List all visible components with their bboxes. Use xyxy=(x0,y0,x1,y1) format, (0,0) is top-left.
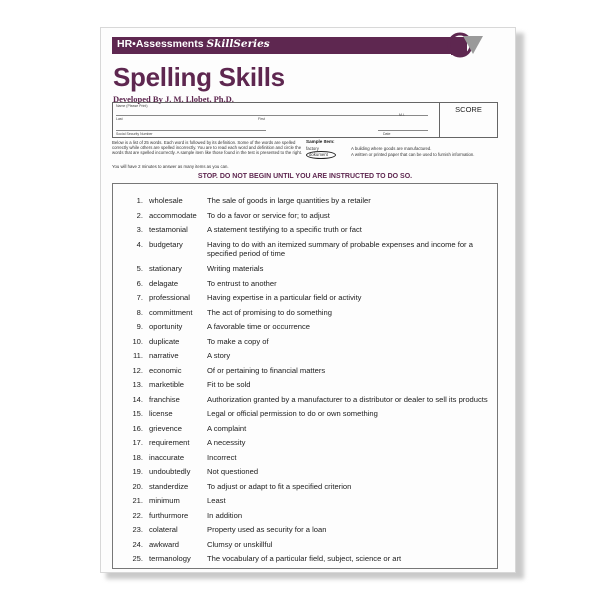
item-definition: To make a copy of xyxy=(207,336,269,346)
instructions-text: Below is a list of 25 words. Each word is followed by its definition. Some of the words are spelled correctly while others are spelled incorrectly. You are to read each word and definition and circle the words that are spelled incorrectly. A sample item like those found in the test is presented to the right. xyxy=(112,140,303,156)
item-word[interactable]: narrative xyxy=(149,351,179,360)
item-number: 25. xyxy=(132,554,143,563)
item-number: 2. xyxy=(136,210,143,220)
logo-icon xyxy=(443,32,489,58)
candidate-info-form xyxy=(112,102,498,138)
list-item xyxy=(113,351,499,365)
item-word[interactable]: committment xyxy=(149,307,193,317)
item-definition: Clumsy or unskillful xyxy=(207,539,273,549)
list-item xyxy=(113,337,499,351)
item-number: 24. xyxy=(132,539,143,549)
item-definition: Incorrect xyxy=(207,452,237,462)
item-definition: Having expertise in a particular field or activity xyxy=(207,293,362,302)
item-definition: Property used as security for a loan xyxy=(207,525,327,534)
item-word[interactable]: budgetary xyxy=(149,239,183,249)
item-number: 9. xyxy=(136,322,143,331)
name-label: Name (Please Print) xyxy=(116,104,148,108)
item-word[interactable]: standerdize xyxy=(149,481,189,491)
list-item xyxy=(113,395,499,409)
brand-name: HR•Assessments xyxy=(117,38,204,50)
stop-notice: STOP. DO NOT BEGIN UNTIL YOU ARE INSTRUCTED TO DO SO. xyxy=(197,173,413,180)
item-word[interactable]: oportunity xyxy=(149,322,183,331)
score-label: SCORE xyxy=(455,105,482,114)
item-word[interactable]: undoubtedly xyxy=(149,467,191,476)
list-item xyxy=(113,225,499,239)
item-word[interactable]: wholesale xyxy=(149,196,183,205)
item-number: 6. xyxy=(136,278,143,288)
list-item xyxy=(113,525,499,539)
item-definition: Having to do with an itemized summary of probable expenses and income for a specified period of time xyxy=(207,239,473,258)
item-word[interactable]: colateral xyxy=(149,525,178,534)
item-definition: A favorable time or occurrence xyxy=(207,322,310,331)
list-item xyxy=(113,380,499,394)
item-number: 16. xyxy=(132,423,143,433)
item-definition: A story xyxy=(207,351,231,360)
author-credit: Developed By J. M. Llobet, Ph.D. xyxy=(113,94,234,104)
item-definition: The sale of goods in large quantities by a retailer xyxy=(207,196,371,205)
item-word[interactable]: professional xyxy=(149,293,190,302)
item-word[interactable]: marketible xyxy=(149,380,185,389)
list-item xyxy=(113,308,499,322)
item-definition: Least xyxy=(207,496,226,505)
item-word[interactable]: awkward xyxy=(149,539,179,549)
list-item xyxy=(113,322,499,336)
item-number: 21. xyxy=(132,496,143,505)
item-definition: Legal or official permission to do or own something xyxy=(207,409,378,418)
item-definition: A complaint xyxy=(207,423,247,433)
list-item xyxy=(113,540,499,554)
list-item xyxy=(113,211,499,225)
list-item xyxy=(113,438,499,452)
ssn-line[interactable] xyxy=(116,130,266,131)
ssn-label: Social Security Number xyxy=(116,132,153,136)
item-word[interactable]: delagate xyxy=(149,278,179,288)
date-line[interactable] xyxy=(378,130,428,131)
item-definition: The act of promising to do something xyxy=(207,307,332,317)
item-definition: Of or pertaining to financial matters xyxy=(207,365,326,375)
list-item xyxy=(113,409,499,423)
item-word[interactable]: franchise xyxy=(149,394,180,404)
item-word[interactable]: license xyxy=(149,409,173,418)
item-word[interactable]: requirement xyxy=(149,438,190,447)
item-number: 5. xyxy=(136,264,143,273)
item-number: 14. xyxy=(132,394,143,404)
list-item xyxy=(113,240,499,264)
sample-heading: Sample Item: xyxy=(306,139,335,144)
date-label: Date xyxy=(383,132,391,136)
list-item xyxy=(113,196,499,210)
item-number: 3. xyxy=(136,225,143,234)
item-number: 10. xyxy=(132,336,143,346)
word-list-box xyxy=(112,183,498,569)
item-number: 23. xyxy=(132,525,143,534)
score-box[interactable] xyxy=(439,103,497,137)
sample-word-2: dokument xyxy=(309,152,328,157)
item-definition: To entrust to another xyxy=(207,278,277,288)
sample-word-1: factory xyxy=(306,146,319,151)
item-number: 15. xyxy=(132,409,143,418)
list-item xyxy=(113,482,499,496)
test-sheet xyxy=(100,27,516,573)
list-item xyxy=(113,279,499,293)
item-definition: The vocabulary of a particular field, subject, science or art xyxy=(207,554,402,563)
page-title: Spelling Skills xyxy=(113,62,285,92)
item-definition: A necessity xyxy=(207,438,246,447)
item-definition: To do a favor or service for; to adjust xyxy=(207,210,330,220)
item-number: 20. xyxy=(132,481,143,491)
item-number: 1. xyxy=(136,196,143,205)
item-number: 13. xyxy=(132,380,143,389)
item-number: 7. xyxy=(136,293,143,302)
item-definition: Authorization granted by a manufacturer to a distributor or dealer to sell its products xyxy=(207,394,488,404)
item-definition: Writing materials xyxy=(207,264,264,273)
first-label: First xyxy=(258,117,265,121)
list-item xyxy=(113,511,499,525)
brand-series: SkillSeries xyxy=(206,38,270,50)
sample-definition-1: A building where goods are manufactured. xyxy=(351,146,432,151)
item-definition: In addition xyxy=(207,510,243,520)
list-item xyxy=(113,366,499,380)
item-word[interactable]: grievence xyxy=(149,423,182,433)
mi-label: M.I. xyxy=(399,113,405,117)
last-label: Last xyxy=(116,117,123,121)
list-item xyxy=(113,467,499,481)
item-number: 22. xyxy=(132,510,143,520)
item-number: 19. xyxy=(132,467,143,476)
time-instruction: You will have 2 minutes to answer as many items as you can. xyxy=(112,164,229,169)
sample-definition-2: A written or printed paper that can be used to furnish information. xyxy=(351,152,475,157)
list-item xyxy=(113,554,499,568)
item-word[interactable]: inaccurate xyxy=(149,452,185,462)
list-item xyxy=(113,496,499,510)
list-item xyxy=(113,264,499,278)
item-definition: To adjust or adapt to fit a specified criterion xyxy=(207,481,352,491)
item-word[interactable]: minimum xyxy=(149,496,180,505)
item-definition: Fit to be sold xyxy=(207,380,251,389)
list-item xyxy=(113,453,499,467)
item-definition: A statement testifying to a specific truth or fact xyxy=(207,225,362,234)
header-bar xyxy=(112,37,467,54)
item-word[interactable]: termanology xyxy=(149,554,191,563)
name-line[interactable] xyxy=(116,115,428,116)
item-number: 8. xyxy=(136,307,143,317)
item-definition: Not questioned xyxy=(207,467,259,476)
item-number: 17. xyxy=(132,438,143,447)
item-word[interactable]: furthurmore xyxy=(149,510,189,520)
item-number: 12. xyxy=(132,365,143,375)
item-number: 11. xyxy=(133,351,143,360)
brand-title xyxy=(117,38,270,50)
item-word[interactable]: stationary xyxy=(149,264,182,273)
item-word[interactable]: economic xyxy=(149,365,182,375)
list-item xyxy=(113,293,499,307)
item-word[interactable]: accommodate xyxy=(149,210,197,220)
item-number: 18. xyxy=(132,452,143,462)
item-word[interactable]: duplicate xyxy=(149,336,180,346)
item-number: 4. xyxy=(136,239,143,249)
list-item xyxy=(113,424,499,438)
item-word[interactable]: testamonial xyxy=(149,225,188,234)
